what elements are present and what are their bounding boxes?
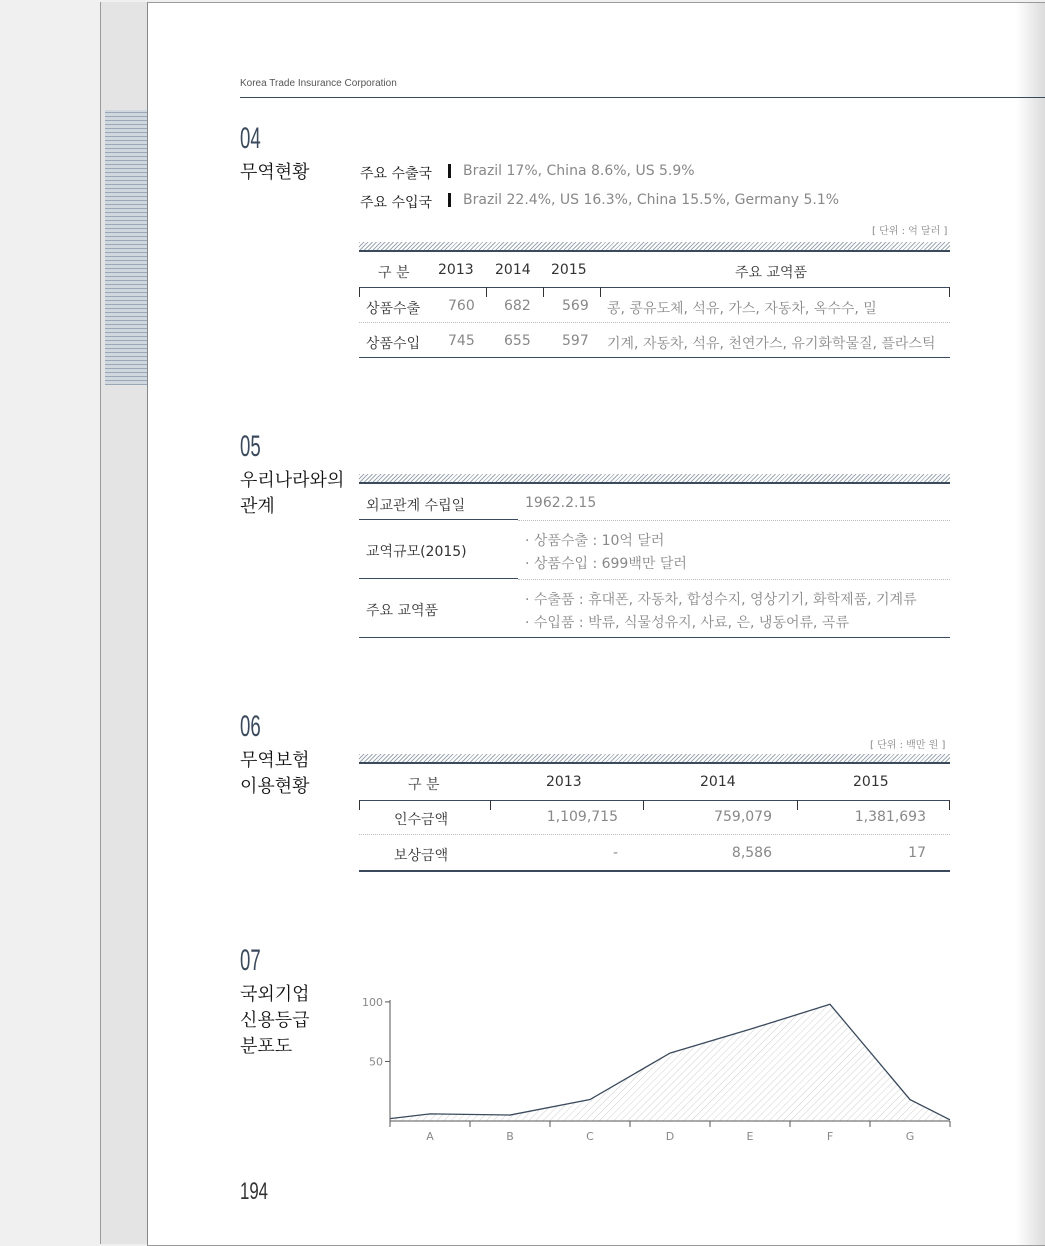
label-rule xyxy=(359,578,518,579)
relation-value: · 상품수출 : 10억 달러 xyxy=(525,533,665,549)
cell-2013: 1,109,715 xyxy=(546,809,618,825)
title-line: 분포도 xyxy=(240,1036,293,1057)
cell-2013: 760 xyxy=(448,298,475,314)
cell-items: 콩, 콩유도체, 석유, 가스, 자동차, 옥수수, 밀 xyxy=(607,301,877,317)
relation-label: 외교관계 수립일 xyxy=(366,498,466,514)
row-divider xyxy=(359,834,950,835)
table-hatch xyxy=(359,754,950,762)
table-top-rule xyxy=(359,482,950,484)
label-separator xyxy=(448,164,451,178)
area-fill xyxy=(390,1004,950,1121)
table-bottom-rule xyxy=(359,870,950,872)
cell-2014: 682 xyxy=(504,298,531,314)
col-header: 2013 xyxy=(438,262,474,278)
col-header: 구 분 xyxy=(408,777,440,793)
row-label: 상품수입 xyxy=(366,336,421,352)
section-07-title xyxy=(240,982,310,1060)
x-tick-label: F xyxy=(826,1130,834,1143)
cell-2015: 17 xyxy=(908,845,926,861)
section-05-number: 05 xyxy=(240,430,261,463)
label-rule xyxy=(359,519,518,520)
relation-label: 교역규모(2015) xyxy=(366,544,467,560)
x-tick-label: E xyxy=(746,1130,754,1143)
cell-2013: - xyxy=(612,845,618,861)
cell-2014: 8,586 xyxy=(731,845,772,861)
section-07-number: 07 xyxy=(240,944,261,977)
relation-value: 1962.2.15 xyxy=(525,495,597,511)
title-line: 신용등급 xyxy=(240,1010,310,1031)
export-countries-label: 주요 수출국 xyxy=(360,166,433,182)
title-line: 무역보험 xyxy=(240,750,310,771)
cell-items: 기계, 자동차, 석유, 천연가스, 유기화학물질, 플라스틱 xyxy=(607,336,936,352)
header-rule xyxy=(240,97,1045,98)
relation-value: · 수입품 : 박류, 식물성유지, 사료, 은, 냉동어류, 곡류 xyxy=(525,615,849,631)
table-top-rule xyxy=(359,762,950,764)
col-header: 주요 교역품 xyxy=(735,265,808,281)
cell-2014: 655 xyxy=(504,333,531,349)
row-label: 상품수출 xyxy=(366,301,421,317)
title-line: 우리나라와의 xyxy=(240,470,345,491)
col-header: 2013 xyxy=(546,774,582,790)
table-hatch xyxy=(359,242,950,250)
col-header: 2015 xyxy=(551,262,587,278)
export-countries-value: Brazil 17%, China 8.6%, US 5.9% xyxy=(463,163,695,179)
col-header: 구 분 xyxy=(378,265,410,281)
section-06-number: 06 xyxy=(240,710,261,743)
col-header: 2014 xyxy=(495,262,531,278)
import-countries-label: 주요 수입국 xyxy=(360,195,433,211)
section-04-title: 무역현황 xyxy=(240,162,310,183)
section-06-title xyxy=(240,748,310,800)
x-tick-label: C xyxy=(586,1130,594,1143)
header-bottom-rule xyxy=(359,287,950,288)
x-tick-label: G xyxy=(905,1130,915,1143)
section-04-number: 04 xyxy=(240,122,261,155)
title-line: 국외기업 xyxy=(240,984,310,1005)
relation-label: 주요 교역품 xyxy=(366,603,439,619)
label-separator xyxy=(448,193,451,207)
credit-rating-chart xyxy=(355,990,955,1150)
page-fold-shadow xyxy=(1016,3,1045,1245)
cell-2013: 745 xyxy=(448,333,475,349)
cell-2015: 1,381,693 xyxy=(854,809,926,825)
row-label: 보상금액 xyxy=(394,848,449,864)
unit-label: [ 단위 : 억 달러 ] xyxy=(872,226,948,237)
x-tick-label: B xyxy=(506,1130,514,1143)
x-tick-label: A xyxy=(426,1130,434,1143)
title-line: 이용현황 xyxy=(240,776,310,797)
unit-label: [ 단위 : 백만 원 ] xyxy=(870,740,946,751)
relation-value: · 상품수입 : 699백만 달러 xyxy=(525,556,687,572)
row-divider xyxy=(518,520,950,521)
spine-decoration xyxy=(105,110,147,385)
table-hatch xyxy=(359,474,950,482)
y-tick-label: 100 xyxy=(362,995,383,1009)
cell-2014: 759,079 xyxy=(714,809,772,825)
table-bottom-rule xyxy=(359,357,950,358)
cell-2015: 569 xyxy=(562,298,589,314)
relation-value: · 수출품 : 휴대폰, 자동차, 합성수지, 영상기기, 화학제품, 기계류 xyxy=(525,592,917,608)
import-countries-value: Brazil 22.4%, US 16.3%, China 15.5%, Germany 5.1% xyxy=(463,192,840,208)
title-line: 관계 xyxy=(240,496,275,517)
section-05-title xyxy=(240,468,344,520)
table-bottom-rule xyxy=(359,637,950,638)
col-header: 2015 xyxy=(853,774,889,790)
page-number: 194 xyxy=(240,1178,269,1205)
row-divider xyxy=(359,322,950,323)
y-tick-label: 50 xyxy=(369,1055,383,1069)
cell-2015: 597 xyxy=(562,333,589,349)
running-header: Korea Trade Insurance Corporation xyxy=(240,78,397,89)
x-tick-label: D xyxy=(665,1130,675,1143)
header-bottom-rule xyxy=(359,800,950,801)
table-top-rule xyxy=(359,250,950,252)
row-divider xyxy=(518,579,950,580)
col-header: 2014 xyxy=(700,774,736,790)
row-label: 인수금액 xyxy=(394,812,449,828)
